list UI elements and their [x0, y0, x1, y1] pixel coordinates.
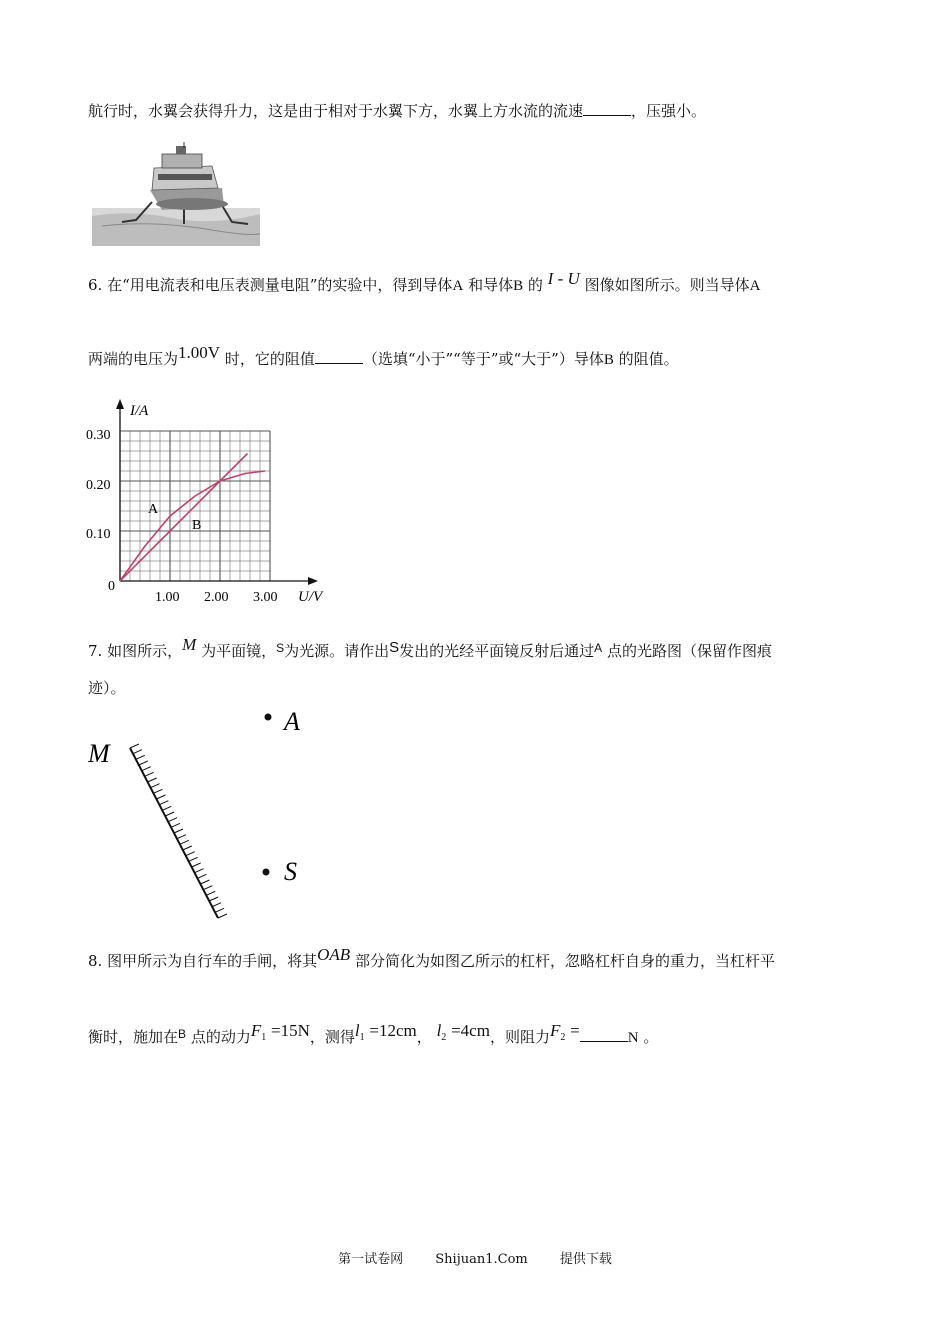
- hatch-mark: [130, 744, 139, 748]
- y-axis-label: I/A: [130, 403, 149, 419]
- answer-blank-q8[interactable]: [580, 1027, 628, 1042]
- hatch-mark: [159, 801, 168, 805]
- hatch-mark: [192, 863, 201, 867]
- hatch-mark: [215, 908, 224, 912]
- y-axis-arrow: [116, 399, 124, 409]
- hatch-mark: [197, 874, 206, 878]
- hatch-mark: [200, 880, 209, 884]
- x-axis-arrow: [308, 577, 318, 585]
- iu-formula: I - U: [547, 269, 580, 288]
- mirror-diagram: [88, 700, 328, 930]
- hatch-mark: [153, 789, 162, 793]
- voltage-value: 1.00V: [178, 343, 221, 362]
- hatch-mark: [145, 772, 154, 776]
- hatch-mark: [136, 755, 145, 759]
- x-tick-200: 2.00: [204, 590, 229, 605]
- y-tick-020: 0.20: [86, 478, 111, 493]
- hydrofoil-boat-photo: [92, 140, 260, 246]
- hatch-mark: [203, 886, 212, 890]
- x-tick-100: 1.00: [155, 590, 180, 605]
- hatch-mark: [180, 840, 189, 844]
- hatch-mark: [168, 818, 177, 822]
- hatch-mark: [151, 784, 160, 788]
- hatch-mark: [186, 852, 195, 856]
- hatch-mark: [156, 795, 165, 799]
- origin-label: 0: [108, 579, 115, 594]
- y-tick-010: 0.10: [86, 527, 111, 542]
- hatch-mark: [171, 823, 180, 827]
- mirror-label-m: M: [88, 739, 110, 768]
- hatch-mark: [139, 761, 148, 765]
- mirror-hatching: [130, 744, 227, 918]
- point-s-label: S: [284, 857, 297, 886]
- hatch-mark: [212, 903, 221, 907]
- hatch-mark: [189, 857, 198, 861]
- hatch-mark: [165, 812, 174, 816]
- hatch-mark: [133, 750, 142, 754]
- hatch-mark: [218, 914, 227, 918]
- hatch-mark: [195, 869, 204, 873]
- curve-b: [120, 454, 248, 582]
- question-8-line2: 衡时，施加在$^B$ 点的动力$F_1 =15N$，测得$l_1 =12cm$， $l_2 =4cm$，则阻力$F_2 = N$ 。: [88, 1021, 659, 1046]
- x-axis-label: U/V: [298, 589, 323, 605]
- page-footer: 第一试卷网 Shijuan1.Com 提供下载: [338, 1252, 612, 1267]
- point-a-dot: [265, 714, 272, 721]
- y-tick-030: 0.30: [86, 428, 111, 443]
- curve-a-label: A: [148, 502, 159, 517]
- question-7-line2: 迹）。: [88, 679, 126, 697]
- graph-axes: [116, 399, 318, 585]
- answer-blank-q5[interactable]: [583, 101, 631, 116]
- point-a-label: A: [284, 707, 300, 736]
- question-7-line1: 7. 如图所示，M 为平面镜，$^S$为光源。请作出S发出的光经平面镜反射后通过$^A$ 点的光路图（保留作图痕: [88, 635, 772, 660]
- hatch-mark: [209, 897, 218, 901]
- hatch-mark: [177, 835, 186, 839]
- question-8-line1: 8. 图甲所示为自行车的手闸，将其OAB 部分简化为如图乙所示的杠杆，忽略杠杆自身的重力，当杠杆平: [88, 945, 775, 970]
- hatch-mark: [183, 846, 192, 850]
- question-5-text: 航行时，水翼会获得升力，这是由于相对于水翼下方，水翼上方水流的流速 ，压强小。: [88, 102, 707, 120]
- question-6-line1: 6. 在“用电流表和电压表测量电阻”的实验中，得到导体A 和导体B 的 I - U 图像如图所示。则当导体A: [88, 269, 761, 294]
- question-6-line2: 两端的电压为1.00V 时，它的阻值 （选填“小于”“等于”或“大于”）导体B 的阻值。: [88, 343, 679, 368]
- hatch-mark: [174, 829, 183, 833]
- iu-graph: [80, 395, 340, 610]
- hatch-mark: [142, 767, 151, 771]
- curve-b-label: B: [192, 518, 202, 533]
- point-s-dot: [263, 869, 270, 876]
- hatch-mark: [206, 891, 215, 895]
- x-tick-300: 3.00: [253, 590, 278, 605]
- hatch-mark: [148, 778, 157, 782]
- answer-blank-q6[interactable]: [315, 349, 363, 364]
- hatch-mark: [162, 806, 171, 810]
